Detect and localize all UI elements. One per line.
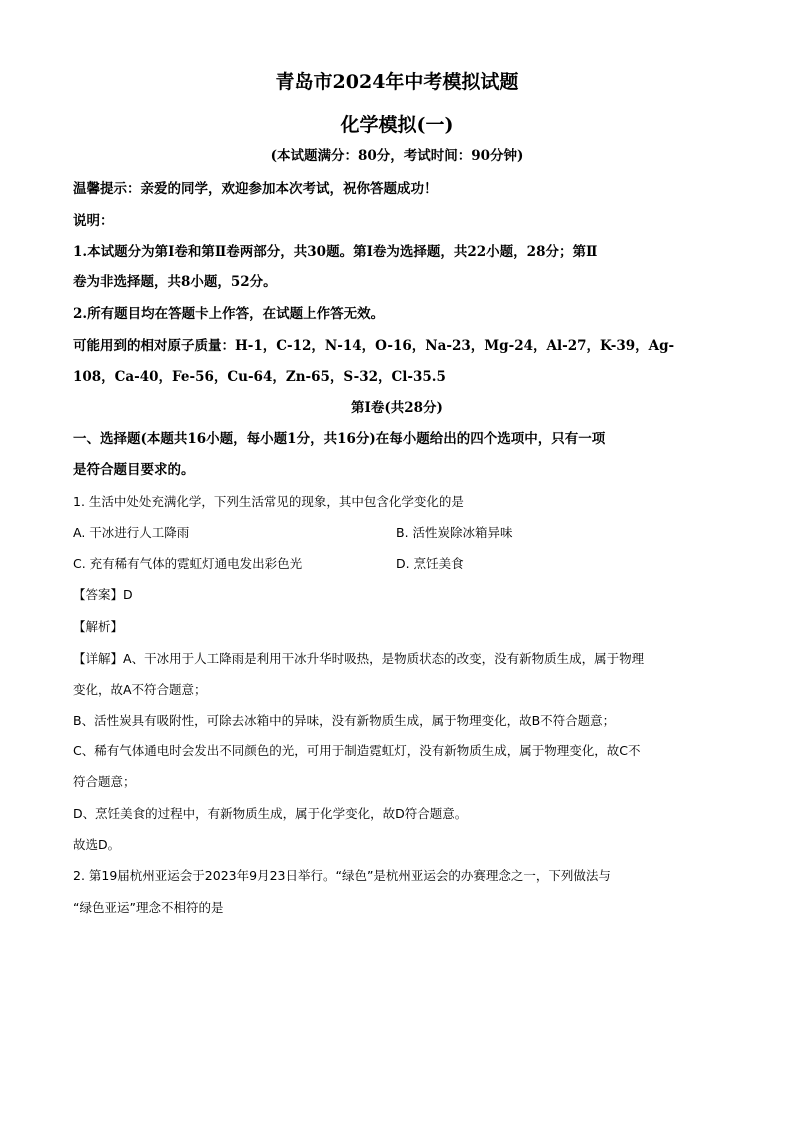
detail-c-line-2: 符合题意； <box>73 774 136 789</box>
note-label: 说明： <box>73 213 114 229</box>
exam-info: (本试题满分：80分，考试时间：90分钟) <box>270 148 524 164</box>
warm-tip: 温馨提示：亲爱的同学，欢迎参加本次考试，祝你答题成功！ <box>73 181 438 197</box>
note-2: 2.所有题目均在答题卡上作答，在试题上作答无效。 <box>73 306 385 322</box>
detail-label: 【详解】 <box>73 651 124 666</box>
answer-line <box>73 589 133 602</box>
detail-d: D、烹饪美食的过程中，有新物质生成，属于化学变化，故D符合题意。 <box>73 806 468 821</box>
question-1-option-a: A. 干冰进行人工降雨 <box>73 525 190 540</box>
answer-label: 【答案】 <box>73 587 124 602</box>
analysis-label: 【解析】 <box>73 619 124 634</box>
question-1-stem: 1. 生活中处处充满化学，下列生活常见的现象，其中包含化学变化的是 <box>73 494 464 509</box>
note-1-line-2: 卷为非选择题，共8小题，52分。 <box>73 274 277 290</box>
note-1-line-1: 1.本试题分为第Ⅰ卷和第Ⅱ卷两部分，共30题。第Ⅰ卷为选择题，共22小题，28分；第Ⅱ <box>73 244 598 260</box>
conclusion: 故选D。 <box>73 837 121 852</box>
question-1-option-c: C. 充有稀有气体的霓虹灯通电发出彩色光 <box>73 556 303 571</box>
detail-c-line-1: C、稀有气体通电时会发出不同颜色的光，可用于制造霓虹灯，没有新物质生成，属于物理变化，故C不 <box>73 743 641 758</box>
question-2-stem-line-1: 2. 第19届杭州亚运会于2023年9月23日举行。“绿色”是杭州亚运会的办赛理念之一，下列做法与 <box>73 868 611 883</box>
detail-a-line-2: 变化，故A不符合题意； <box>73 682 207 697</box>
exam-title: 青岛市2024年中考模拟试题 <box>275 71 519 93</box>
part1-instruction-line-2: 是符合题目要求的。 <box>73 462 195 478</box>
atomic-mass-line-1: 可能用到的相对原子质量：H-1，C-12，N-14，O-16，Na-23，Mg-24，Al-27，K-39，Ag- <box>73 338 675 354</box>
detail-b: B、活性炭具有吸附性，可除去冰箱中的异味，没有新物质生成，属于物理变化，故B不符合题意； <box>73 713 616 728</box>
atomic-mass-line-2: 108，Ca-40，Fe-56，Cu-64，Zn-65，S-32，Cl-35.5 <box>73 369 446 385</box>
question-1-option-b: B. 活性炭除冰箱异味 <box>396 525 513 540</box>
answer-value: D <box>123 587 133 602</box>
detail-a-text: A、干冰用于人工降雨是利用干冰升华时吸热，是物质状态的改变，没有新物质生成，属于物理 <box>123 651 645 666</box>
question-2-stem-line-2: “绿色亚运”理念不相符的是 <box>73 900 224 915</box>
volume-title: 第Ⅰ卷(共28分) <box>351 400 443 416</box>
detail-a-line-1 <box>73 653 644 666</box>
part1-instruction-line-1: 一、选择题(本题共16小题，每小题1分，共16分)在每小题给出的四个选项中，只有一项 <box>73 431 606 447</box>
exam-subtitle: 化学模拟(一) <box>340 114 454 136</box>
question-1-option-d: D. 烹饪美食 <box>396 556 464 571</box>
